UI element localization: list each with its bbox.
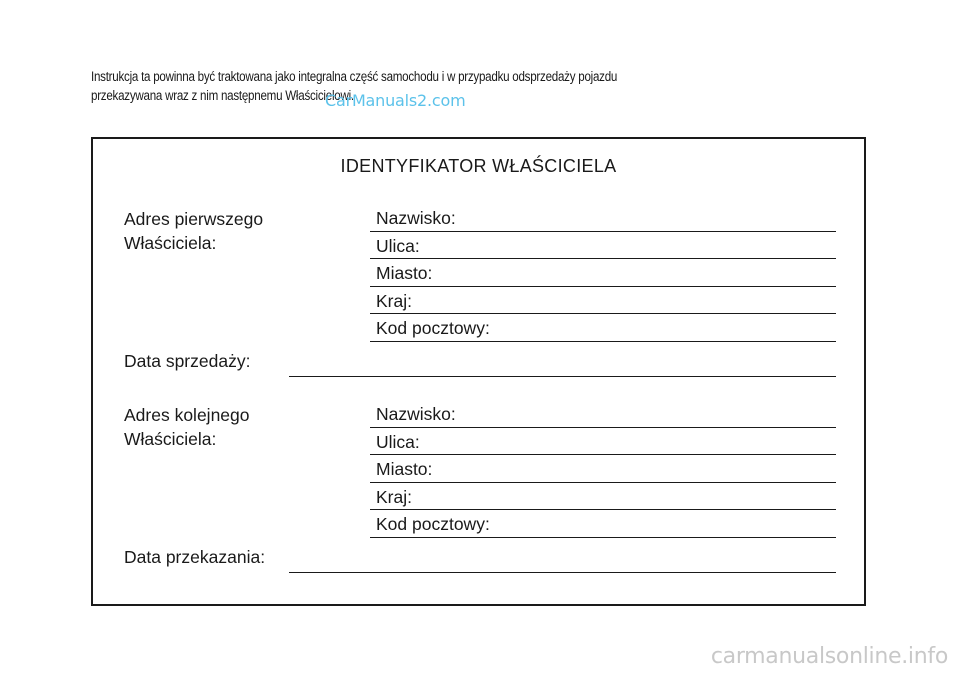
transfer-date-line[interactable]	[289, 572, 836, 573]
first-owner-country-line[interactable]	[370, 313, 836, 314]
next-owner-label	[124, 403, 250, 451]
next-owner-city-line[interactable]	[370, 482, 836, 483]
watermark-carmanualsonline: carmanualsonline.info	[710, 644, 948, 669]
next-owner-country-label: Kraj:	[376, 487, 412, 507]
first-owner-label	[124, 207, 263, 255]
first-owner-label-line-2: Właściciela:	[124, 233, 217, 253]
first-owner-postcode-line[interactable]	[370, 341, 836, 342]
first-owner-postcode-label: Kod pocztowy:	[376, 318, 490, 338]
form-title: IDENTYFIKATOR WŁAŚCICIELA	[340, 156, 617, 176]
intro-line-1: Instrukcja ta powinna być traktowana jako integralna część samochodu i w przypadku odsprzedaży pojazdu	[91, 69, 618, 84]
next-owner-postcode-label: Kod pocztowy:	[376, 514, 490, 534]
next-owner-surname-label: Nazwisko:	[376, 404, 456, 424]
owner-identification-form	[91, 137, 866, 606]
first-owner-country-label: Kraj:	[376, 291, 412, 311]
transfer-date-label: Data przekazania:	[124, 547, 266, 567]
next-owner-country-line[interactable]	[370, 509, 836, 510]
next-owner-city-label: Miasto:	[376, 459, 433, 479]
intro-line-2: przekazywana wraz z nim następnemu Właścicielowi.	[91, 88, 354, 103]
next-owner-label-line-2: Właściciela:	[124, 429, 217, 449]
first-owner-city-label: Miasto:	[376, 263, 433, 283]
watermark-carmanuals2: CarManuals2.com	[325, 91, 466, 110]
next-owner-street-line[interactable]	[370, 454, 836, 455]
first-owner-city-line[interactable]	[370, 286, 836, 287]
next-owner-street-label: Ulica:	[376, 432, 420, 452]
sale-date-line[interactable]	[289, 376, 836, 377]
next-owner-surname-line[interactable]	[370, 427, 836, 428]
first-owner-street-label: Ulica:	[376, 236, 420, 256]
first-owner-surname-line[interactable]	[370, 231, 836, 232]
next-owner-label-line-1: Adres kolejnego	[124, 405, 250, 425]
sale-date-label: Data sprzedaży:	[124, 351, 251, 371]
first-owner-surname-label: Nazwisko:	[376, 208, 456, 228]
first-owner-label-line-1: Adres pierwszego	[124, 209, 264, 229]
first-owner-street-line[interactable]	[370, 258, 836, 259]
next-owner-postcode-line[interactable]	[370, 537, 836, 538]
